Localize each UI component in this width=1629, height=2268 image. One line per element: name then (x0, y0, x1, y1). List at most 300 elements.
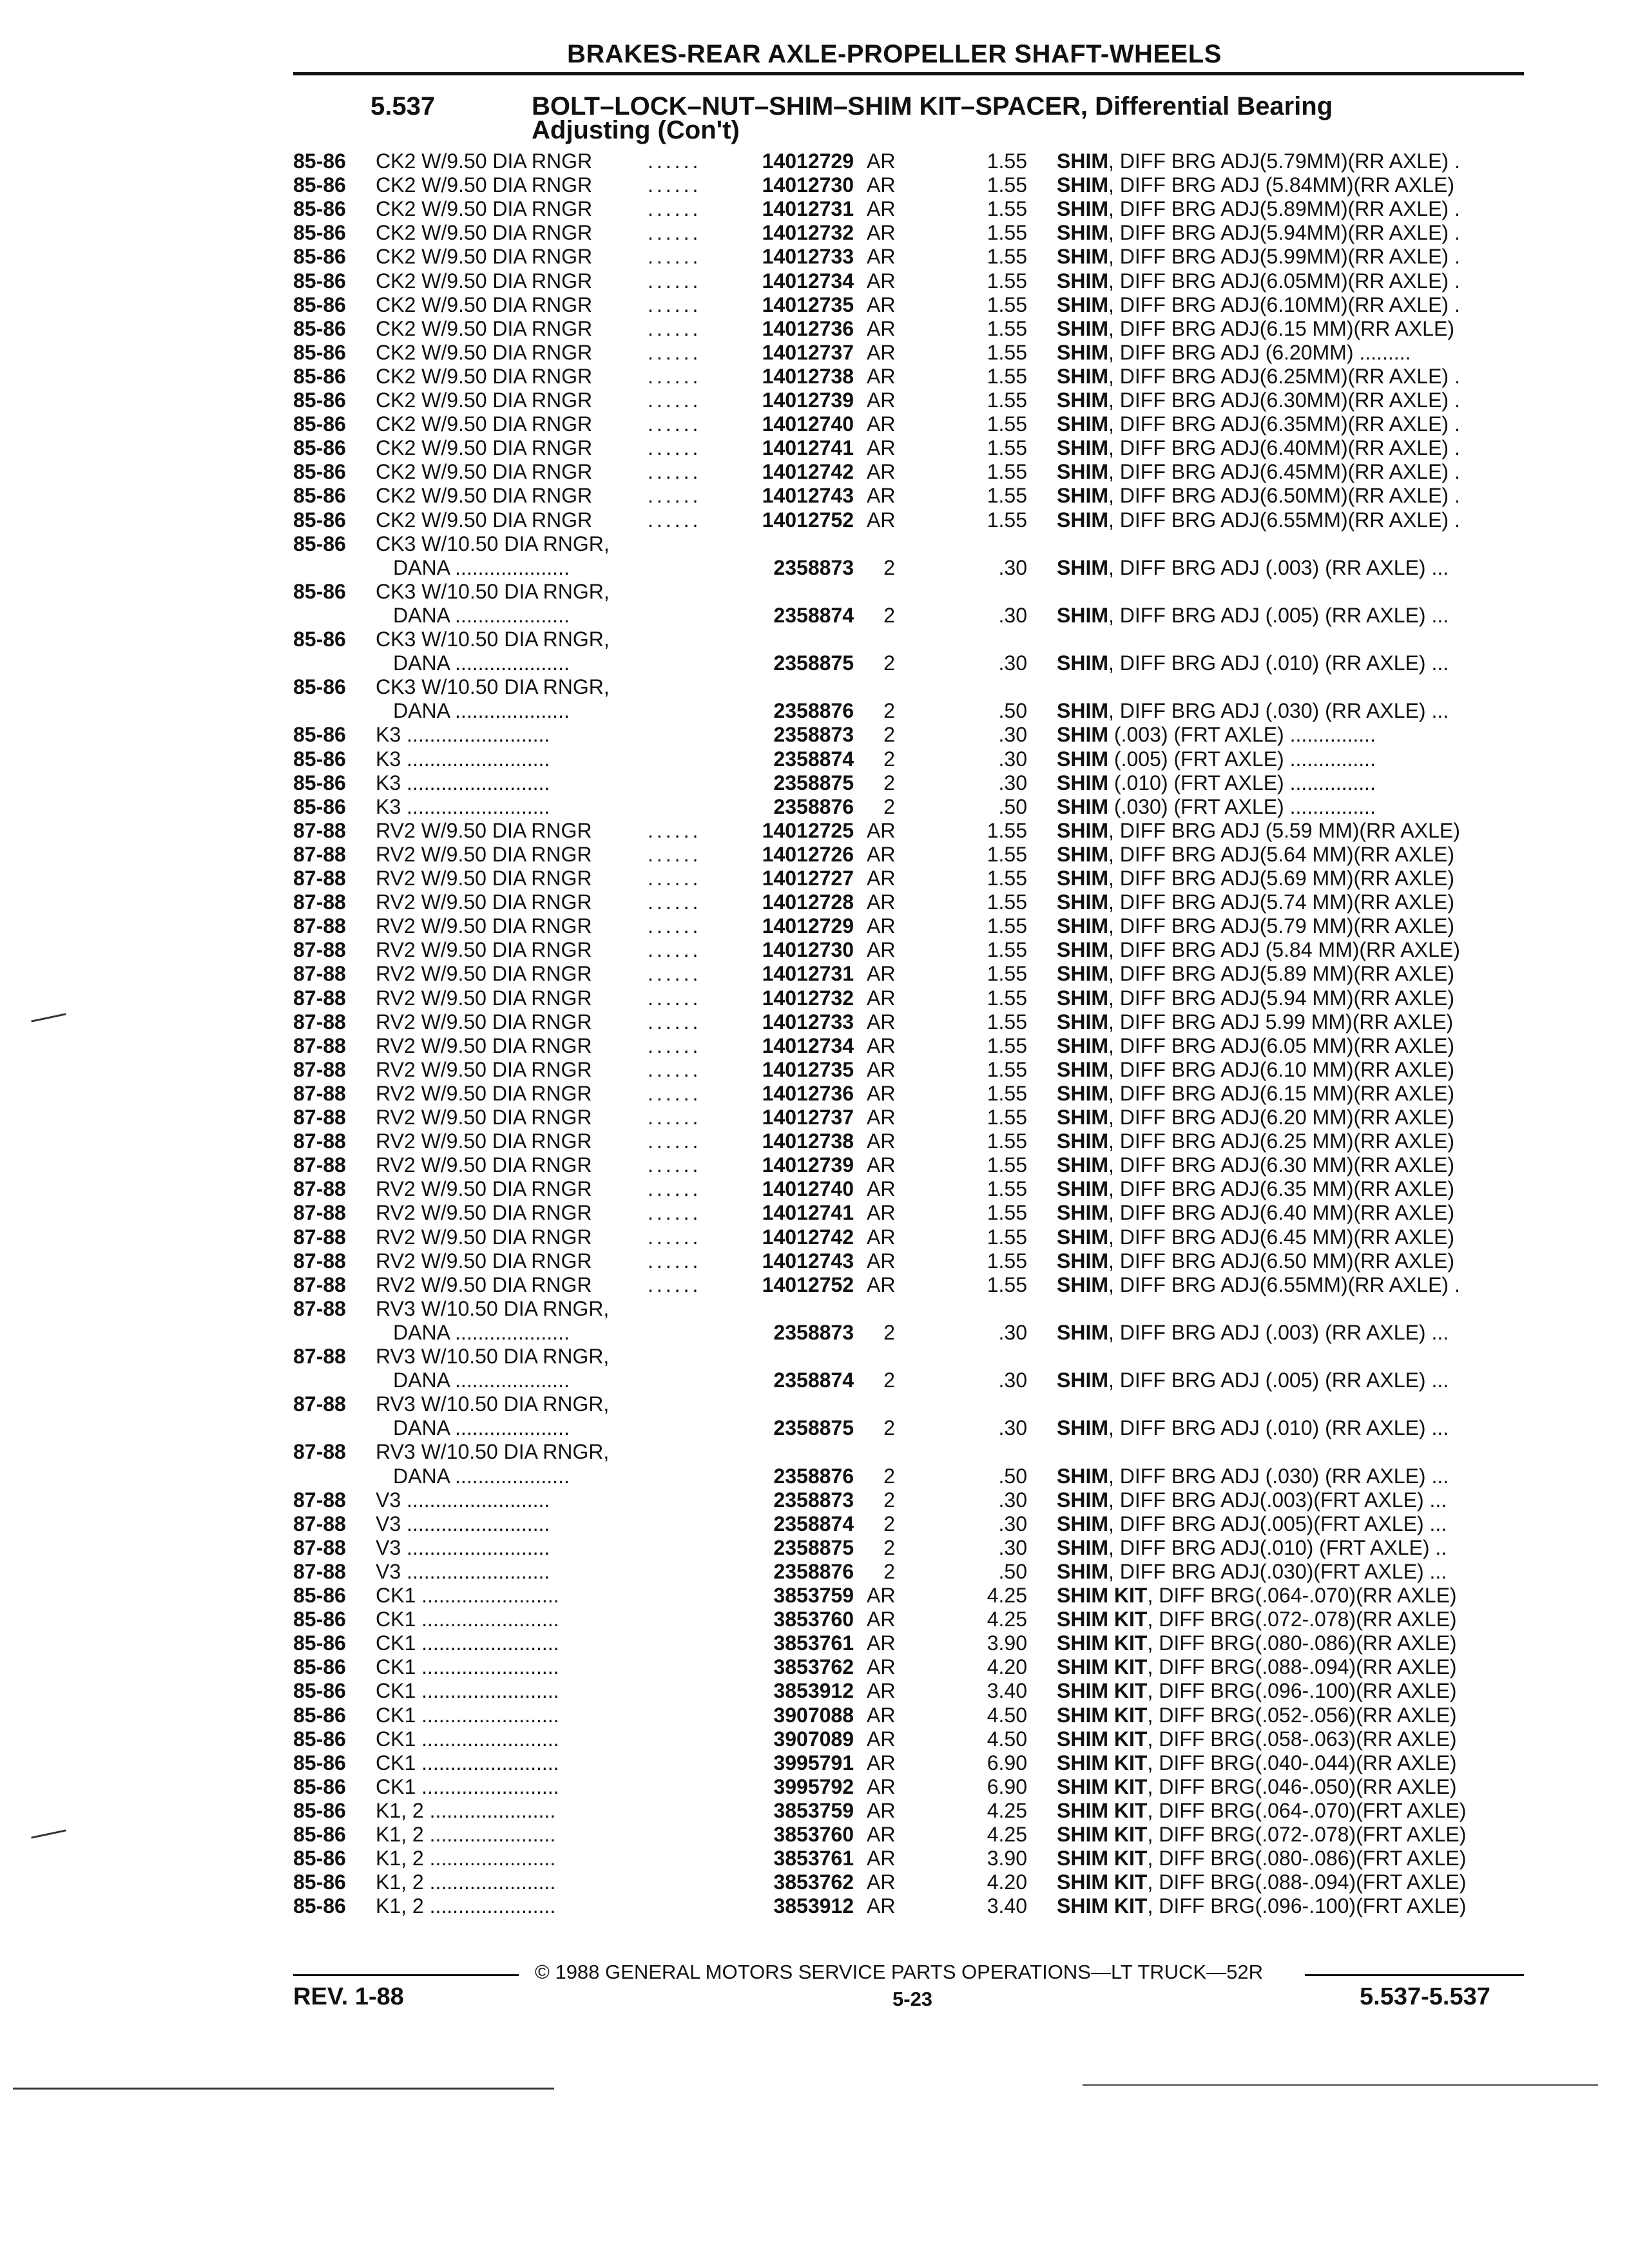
price: 1.55 (987, 986, 1027, 1010)
price: 1.55 (987, 293, 1027, 316)
part-description (1057, 1177, 1454, 1200)
price: .30 (998, 556, 1027, 579)
part-description (1057, 1679, 1457, 1702)
part-description (1057, 890, 1454, 914)
table-row (0, 1488, 1629, 1512)
price: 1.55 (987, 436, 1027, 459)
model-description: RV2 W/9.50 DIA RNGR (376, 1201, 592, 1224)
model-description: CK1 ........................ (376, 1608, 559, 1631)
model-year: 85-86 (293, 1870, 346, 1894)
part-description (1057, 1608, 1457, 1631)
quantity: AR (867, 508, 896, 532)
part-description (1057, 508, 1460, 532)
table-row (0, 1894, 1629, 1917)
part-description (1057, 795, 1376, 818)
quantity: AR (867, 819, 896, 842)
price: 1.55 (987, 867, 1027, 890)
part-number: 3853762 (773, 1870, 854, 1894)
part-description (1057, 604, 1449, 627)
table-row (0, 1129, 1629, 1153)
model-description: K3 ......................... (376, 747, 550, 771)
model-year: 85-86 (293, 1679, 346, 1702)
part-description (1057, 1751, 1457, 1774)
quantity: AR (867, 1751, 896, 1774)
table-row (0, 1823, 1629, 1846)
table-row (0, 867, 1629, 890)
part-number: 3853762 (773, 1655, 854, 1678)
price: 1.55 (987, 1201, 1027, 1224)
part-name: SHIM KIT (1057, 1823, 1148, 1846)
part-description (1057, 1631, 1457, 1655)
table-row (0, 628, 1629, 651)
part-details: , DIFF BRG ADJ(.005)(FRT AXLE) ... (1108, 1512, 1447, 1535)
quantity: AR (867, 389, 896, 412)
part-number: 2358873 (773, 556, 854, 579)
part-description (1057, 986, 1454, 1010)
quantity: AR (867, 245, 896, 268)
part-details: , DIFF BRG ADJ (.005) (RR AXLE) ... (1108, 604, 1449, 627)
price: 1.55 (987, 938, 1027, 961)
part-name: SHIM (1057, 1034, 1108, 1057)
quantity: AR (867, 197, 896, 220)
part-details: , DIFF BRG ADJ(6.45MM)(RR AXLE) . (1108, 460, 1460, 483)
price: 1.55 (987, 149, 1027, 173)
part-description (1057, 771, 1376, 794)
model-description: RV2 W/9.50 DIA RNGR (376, 1129, 592, 1153)
part-details: , DIFF BRG ADJ(.010) (FRT AXLE) .. (1108, 1536, 1447, 1559)
quantity: AR (867, 221, 896, 244)
price: .30 (998, 723, 1027, 746)
dot-leader: ...... (648, 365, 702, 388)
dot-leader: ...... (648, 317, 702, 340)
model-year: 85-86 (293, 771, 346, 794)
price: .30 (998, 1488, 1027, 1512)
table-row (0, 819, 1629, 842)
dot-leader: ...... (648, 938, 702, 961)
price: .30 (998, 747, 1027, 771)
model-year: 87-88 (293, 1129, 346, 1153)
table-row (0, 412, 1629, 436)
model-year: 85-86 (293, 221, 346, 244)
part-details: , DIFF BRG ADJ (.003) (RR AXLE) ... (1108, 1321, 1449, 1344)
table-row (0, 1321, 1629, 1344)
part-name: SHIM KIT (1057, 1584, 1148, 1607)
part-details: , DIFF BRG ADJ(.003)(FRT AXLE) ... (1108, 1488, 1447, 1512)
model-description: CK2 W/9.50 DIA RNGR (376, 365, 593, 388)
quantity: 2 (883, 1536, 895, 1559)
part-details: , DIFF BRG(.096-.100)(FRT AXLE) (1147, 1894, 1467, 1917)
part-name: SHIM (1057, 1249, 1108, 1273)
part-details: , DIFF BRG ADJ(6.50MM)(RR AXLE) . (1108, 484, 1460, 507)
part-number: 14012733 (762, 245, 854, 268)
table-row (0, 173, 1629, 197)
dot-leader: ...... (648, 962, 702, 985)
dot-leader: ...... (648, 221, 702, 244)
price: .30 (998, 771, 1027, 794)
part-number: 14012739 (762, 1153, 854, 1177)
part-description (1057, 1870, 1466, 1894)
part-name: SHIM KIT (1057, 1655, 1148, 1678)
part-description (1057, 1082, 1454, 1105)
part-number: 14012736 (762, 317, 854, 340)
price: 4.50 (987, 1704, 1027, 1727)
model-year: 85-86 (293, 149, 346, 173)
model-year: 85-86 (293, 245, 346, 268)
part-description (1057, 173, 1454, 197)
section-number: 5.537 (371, 92, 436, 120)
part-description (1057, 1249, 1454, 1273)
part-name: SHIM (1057, 1465, 1108, 1488)
part-number: 14012734 (762, 269, 854, 293)
model-description: CK2 W/9.50 DIA RNGR (376, 149, 593, 173)
model-year: 87-88 (293, 1512, 346, 1535)
model-year: 85-86 (293, 1727, 346, 1751)
part-description (1057, 1465, 1449, 1488)
table-row (0, 1177, 1629, 1200)
price: 1.55 (987, 269, 1027, 293)
part-details: , DIFF BRG ADJ(6.05MM)(RR AXLE) . (1108, 269, 1460, 293)
quantity: AR (867, 269, 896, 293)
model-description: CK2 W/9.50 DIA RNGR (376, 436, 593, 459)
model-year: 85-86 (293, 1608, 346, 1631)
part-number: 2358874 (773, 604, 854, 627)
part-description (1057, 1560, 1447, 1583)
model-description: DANA .................... (393, 604, 570, 627)
part-details: , DIFF BRG ADJ(6.40MM)(RR AXLE) . (1108, 436, 1460, 459)
part-details: , DIFF BRG ADJ(5.89 MM)(RR AXLE) (1108, 962, 1454, 985)
quantity: AR (867, 484, 896, 507)
table-row (0, 389, 1629, 412)
price: 1.55 (987, 460, 1027, 483)
part-name: SHIM (1057, 723, 1108, 746)
part-name: SHIM (1057, 508, 1108, 532)
part-name: SHIM KIT (1057, 1847, 1148, 1870)
model-description: RV2 W/9.50 DIA RNGR (376, 890, 592, 914)
part-number: 3907088 (773, 1704, 854, 1727)
part-details: , DIFF BRG ADJ (6.20MM) ......... (1108, 341, 1411, 364)
quantity: AR (867, 1201, 896, 1224)
part-number: 3853912 (773, 1894, 854, 1917)
table-row (0, 1082, 1629, 1105)
model-year: 85-86 (293, 436, 346, 459)
model-year: 87-88 (293, 986, 346, 1010)
quantity: AR (867, 890, 896, 914)
table-row (0, 317, 1629, 340)
part-details: , DIFF BRG ADJ (.030) (RR AXLE) ... (1108, 1465, 1449, 1488)
quantity: AR (867, 1153, 896, 1177)
price: 1.55 (987, 365, 1027, 388)
part-details: , DIFF BRG ADJ (.010) (RR AXLE) ... (1108, 1416, 1449, 1439)
part-description (1057, 1201, 1454, 1224)
model-year: 85-86 (293, 1584, 346, 1607)
part-details: , DIFF BRG ADJ(5.64 MM)(RR AXLE) (1108, 843, 1454, 866)
table-row (0, 1273, 1629, 1296)
part-number: 14012735 (762, 1058, 854, 1081)
part-name: SHIM (1057, 795, 1108, 818)
price: 4.20 (987, 1655, 1027, 1678)
table-row (0, 1034, 1629, 1057)
part-name: SHIM (1057, 173, 1108, 197)
part-number: 2358876 (773, 1560, 854, 1583)
model-description: K3 ......................... (376, 771, 550, 794)
part-description (1057, 1512, 1447, 1535)
part-name: SHIM (1057, 197, 1108, 220)
dot-leader: ...... (648, 843, 702, 866)
model-description: CK1 ........................ (376, 1679, 559, 1702)
part-number: 14012729 (762, 914, 854, 937)
price: 4.25 (987, 1823, 1027, 1846)
part-name: SHIM KIT (1057, 1679, 1148, 1702)
part-name: SHIM (1057, 1129, 1108, 1153)
part-details: , DIFF BRG ADJ(6.25 MM)(RR AXLE) (1108, 1129, 1454, 1153)
part-number: 14012742 (762, 460, 854, 483)
part-number: 3853761 (773, 1847, 854, 1870)
part-details: , DIFF BRG(.046-.050)(RR AXLE) (1147, 1775, 1457, 1798)
model-description: RV2 W/9.50 DIA RNGR (376, 986, 592, 1010)
table-row (0, 1847, 1629, 1870)
part-description (1057, 1034, 1454, 1057)
model-description: CK1 ........................ (376, 1631, 559, 1655)
part-description (1057, 819, 1460, 842)
part-name: SHIM (1057, 819, 1108, 842)
dot-leader: ...... (648, 508, 702, 532)
quantity: AR (867, 365, 896, 388)
part-name: SHIM (1057, 986, 1108, 1010)
price: 4.50 (987, 1727, 1027, 1751)
quantity: AR (867, 1129, 896, 1153)
part-number: 14012730 (762, 173, 854, 197)
model-year: 87-88 (293, 1034, 346, 1057)
scan-edge-line (1083, 2084, 1598, 2086)
table-row (0, 149, 1629, 173)
part-details: , DIFF BRG ADJ(5.69 MM)(RR AXLE) (1108, 867, 1454, 890)
part-number: 14012743 (762, 484, 854, 507)
table-row (0, 1584, 1629, 1607)
part-description (1057, 914, 1454, 937)
price: 1.55 (987, 317, 1027, 340)
part-description (1057, 317, 1454, 340)
part-details: , DIFF BRG(.040-.044)(RR AXLE) (1147, 1751, 1457, 1774)
quantity: AR (867, 1631, 896, 1655)
price: 1.55 (987, 484, 1027, 507)
table-row (0, 1608, 1629, 1631)
part-description (1057, 1321, 1449, 1344)
table-row (0, 723, 1629, 746)
part-details: , DIFF BRG ADJ(6.10 MM)(RR AXLE) (1108, 1058, 1454, 1081)
part-details: , DIFF BRG(.080-.086)(RR AXLE) (1147, 1631, 1457, 1655)
table-row (0, 484, 1629, 507)
dot-leader: ...... (648, 1249, 702, 1273)
model-description: K1, 2 ...................... (376, 1894, 556, 1917)
table-row (0, 1392, 1629, 1416)
part-details: , DIFF BRG ADJ(5.79MM)(RR AXLE) . (1108, 149, 1460, 173)
model-year: 87-88 (293, 914, 346, 937)
price: 1.55 (987, 245, 1027, 268)
model-description: CK2 W/9.50 DIA RNGR (376, 460, 593, 483)
price: 1.55 (987, 1082, 1027, 1105)
part-details: , DIFF BRG ADJ(6.55MM)(RR AXLE) . (1108, 1273, 1460, 1296)
part-number: 14012732 (762, 986, 854, 1010)
table-row (0, 245, 1629, 268)
model-description: K1, 2 ...................... (376, 1823, 556, 1846)
dot-leader: ...... (648, 1129, 702, 1153)
dot-leader: ...... (648, 245, 702, 268)
model-description: V3 ......................... (376, 1560, 550, 1583)
price: 1.55 (987, 221, 1027, 244)
part-description (1057, 1894, 1466, 1917)
part-details: (.010) (FRT AXLE) ............... (1108, 771, 1376, 794)
quantity: AR (867, 1775, 896, 1798)
model-description: CK2 W/9.50 DIA RNGR (376, 317, 593, 340)
price: 1.55 (987, 1273, 1027, 1296)
quantity: 2 (883, 1416, 895, 1439)
quantity: AR (867, 914, 896, 937)
quantity: AR (867, 341, 896, 364)
model-description: RV2 W/9.50 DIA RNGR (376, 1153, 592, 1177)
part-name: SHIM (1057, 1058, 1108, 1081)
part-name: SHIM (1057, 962, 1108, 985)
part-details: , DIFF BRG(.088-.094)(RR AXLE) (1147, 1655, 1457, 1678)
part-details: , DIFF BRG ADJ (5.59 MM)(RR AXLE) (1108, 819, 1460, 842)
part-number: 14012730 (762, 938, 854, 961)
part-details: , DIFF BRG ADJ(6.55MM)(RR AXLE) . (1108, 508, 1460, 532)
price: .30 (998, 604, 1027, 627)
price: .30 (998, 1536, 1027, 1559)
quantity: AR (867, 1106, 896, 1129)
price: 1.55 (987, 1249, 1027, 1273)
quantity: AR (867, 1655, 896, 1678)
part-description (1057, 747, 1376, 771)
table-row (0, 1679, 1629, 1702)
model-year: 85-86 (293, 1631, 346, 1655)
model-description: V3 ......................... (376, 1536, 550, 1559)
quantity: AR (867, 1058, 896, 1081)
part-description (1057, 1273, 1460, 1296)
model-description: RV2 W/9.50 DIA RNGR (376, 938, 592, 961)
dot-leader: ...... (648, 1106, 702, 1129)
quantity: AR (867, 173, 896, 197)
model-year: 85-86 (293, 293, 346, 316)
table-row (0, 699, 1629, 722)
part-details: , DIFF BRG ADJ(6.10MM)(RR AXLE) . (1108, 293, 1460, 316)
price: 3.90 (987, 1847, 1027, 1870)
part-description (1057, 1416, 1449, 1439)
model-description: DANA .................... (393, 1369, 570, 1392)
part-description (1057, 1488, 1447, 1512)
model-year: 87-88 (293, 1153, 346, 1177)
dot-leader: ...... (648, 1273, 702, 1296)
part-name: SHIM (1057, 843, 1108, 866)
part-name: SHIM (1057, 747, 1108, 771)
table-row (0, 460, 1629, 483)
part-name: SHIM (1057, 484, 1108, 507)
part-number: 2358875 (773, 1416, 854, 1439)
table-row (0, 962, 1629, 985)
model-year: 85-86 (293, 1894, 346, 1917)
price: .30 (998, 1512, 1027, 1535)
part-details: , DIFF BRG ADJ(5.99MM)(RR AXLE) . (1108, 245, 1460, 268)
price: 1.55 (987, 197, 1027, 220)
model-year: 87-88 (293, 843, 346, 866)
model-description: K1, 2 ...................... (376, 1799, 556, 1822)
model-year: 85-86 (293, 675, 346, 698)
part-description (1057, 293, 1460, 316)
dot-leader: ...... (648, 412, 702, 436)
part-name: SHIM KIT (1057, 1775, 1148, 1798)
part-name: SHIM (1057, 1416, 1108, 1439)
part-details: , DIFF BRG ADJ(6.50 MM)(RR AXLE) (1108, 1249, 1454, 1273)
part-details: , DIFF BRG ADJ(6.35MM)(RR AXLE) . (1108, 412, 1460, 436)
part-number: 14012729 (762, 149, 854, 173)
quantity: 2 (883, 651, 895, 675)
part-name: SHIM (1057, 1201, 1108, 1224)
part-description (1057, 460, 1460, 483)
quantity: AR (867, 1823, 896, 1846)
quantity: AR (867, 293, 896, 316)
model-description: RV3 W/10.50 DIA RNGR, (376, 1392, 610, 1416)
part-details: , DIFF BRG ADJ(5.89MM)(RR AXLE) . (1108, 197, 1460, 220)
dot-leader: ...... (648, 269, 702, 293)
part-description (1057, 1655, 1457, 1678)
table-row (0, 890, 1629, 914)
part-name: SHIM KIT (1057, 1727, 1148, 1751)
quantity: AR (867, 149, 896, 173)
model-year: 87-88 (293, 819, 346, 842)
model-description: CK2 W/9.50 DIA RNGR (376, 245, 593, 268)
table-row (0, 1249, 1629, 1273)
quantity: AR (867, 1608, 896, 1631)
part-number: 14012725 (762, 819, 854, 842)
part-name: SHIM (1057, 460, 1108, 483)
part-details: (.005) (FRT AXLE) ............... (1108, 747, 1376, 771)
part-description (1057, 1847, 1466, 1870)
part-description (1057, 245, 1460, 268)
quantity: AR (867, 843, 896, 866)
quantity: AR (867, 1010, 896, 1033)
table-row (0, 1727, 1629, 1751)
part-details: , DIFF BRG(.080-.086)(FRT AXLE) (1147, 1847, 1467, 1870)
price: 1.55 (987, 173, 1027, 197)
table-row (0, 532, 1629, 555)
quantity: AR (867, 317, 896, 340)
table-row (0, 1631, 1629, 1655)
quantity: 2 (883, 1488, 895, 1512)
model-year: 85-86 (293, 795, 346, 818)
part-name: SHIM KIT (1057, 1631, 1148, 1655)
part-number: 2358876 (773, 699, 854, 722)
model-description: RV2 W/9.50 DIA RNGR (376, 1249, 592, 1273)
part-description (1057, 1727, 1457, 1751)
part-description (1057, 867, 1454, 890)
price: 1.55 (987, 412, 1027, 436)
part-details: , DIFF BRG(.096-.100)(RR AXLE) (1147, 1679, 1457, 1702)
part-details: , DIFF BRG(.072-.078)(FRT AXLE) (1147, 1823, 1467, 1846)
model-year: 85-86 (293, 723, 346, 746)
part-number: 14012732 (762, 221, 854, 244)
part-description (1057, 389, 1460, 412)
part-name: SHIM (1057, 1560, 1108, 1583)
model-year: 85-86 (293, 508, 346, 532)
part-description (1057, 436, 1460, 459)
dot-leader: ...... (648, 1225, 702, 1249)
price: 3.90 (987, 1631, 1027, 1655)
table-row (0, 365, 1629, 388)
table-row (0, 436, 1629, 459)
price: .50 (998, 795, 1027, 818)
part-number: 14012726 (762, 843, 854, 866)
price: .50 (998, 699, 1027, 722)
model-description: DANA .................... (393, 556, 570, 579)
